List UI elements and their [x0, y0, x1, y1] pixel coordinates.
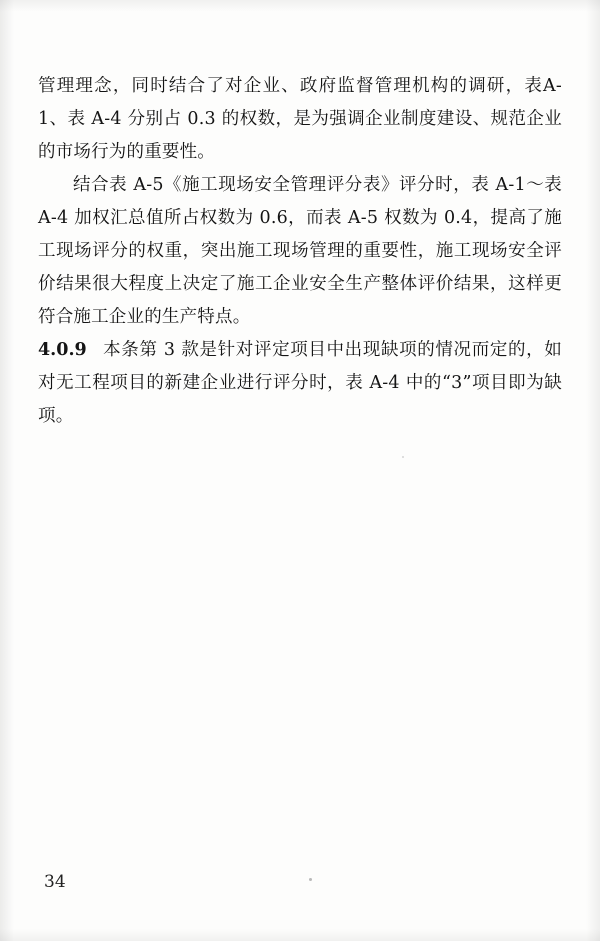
page-edge-shade-left [0, 0, 14, 941]
page-edge-shade-bottom [0, 929, 600, 941]
paragraph-continuation: 管理理念，同时结合了对企业、政府监督管理机构的调研，表A-1、表 A-4 分别占 0.3 的权数，是为强调企业制度建设、规范企业的市场行为的重要性。 [38, 76, 562, 162]
page-body [38, 70, 562, 433]
clause-body-text: 本条第 3 款是针对评定项目中出现缺项的情况而定的，如对无工程项目的新建企业进行评分时，表 A-4 中的“3”项目即为缺项。 [38, 340, 562, 426]
paragraph-weighting: 结合表 A-5《施工现场安全管理评分表》评分时，表 A-1～表 A-4 加权汇总值所占权数为 0.6，而表 A-5 权数为 0.4，提高了施工现场评分的权重，突出施工现场管理的重要性，施工现场安全评价结果很大程度上决定了施工企业安全生产整体评价结果，这样更符合施工企业的生产特点。 [38, 175, 562, 327]
page-edge-shade-right [586, 0, 600, 941]
paper-speck [402, 456, 404, 458]
clause-number: 4.0.9 [38, 340, 87, 360]
clause-4-0-9 [38, 334, 562, 433]
paper-speck [309, 878, 312, 881]
page-edge-shade-top [0, 0, 600, 12]
page-number: 34 [44, 872, 66, 892]
